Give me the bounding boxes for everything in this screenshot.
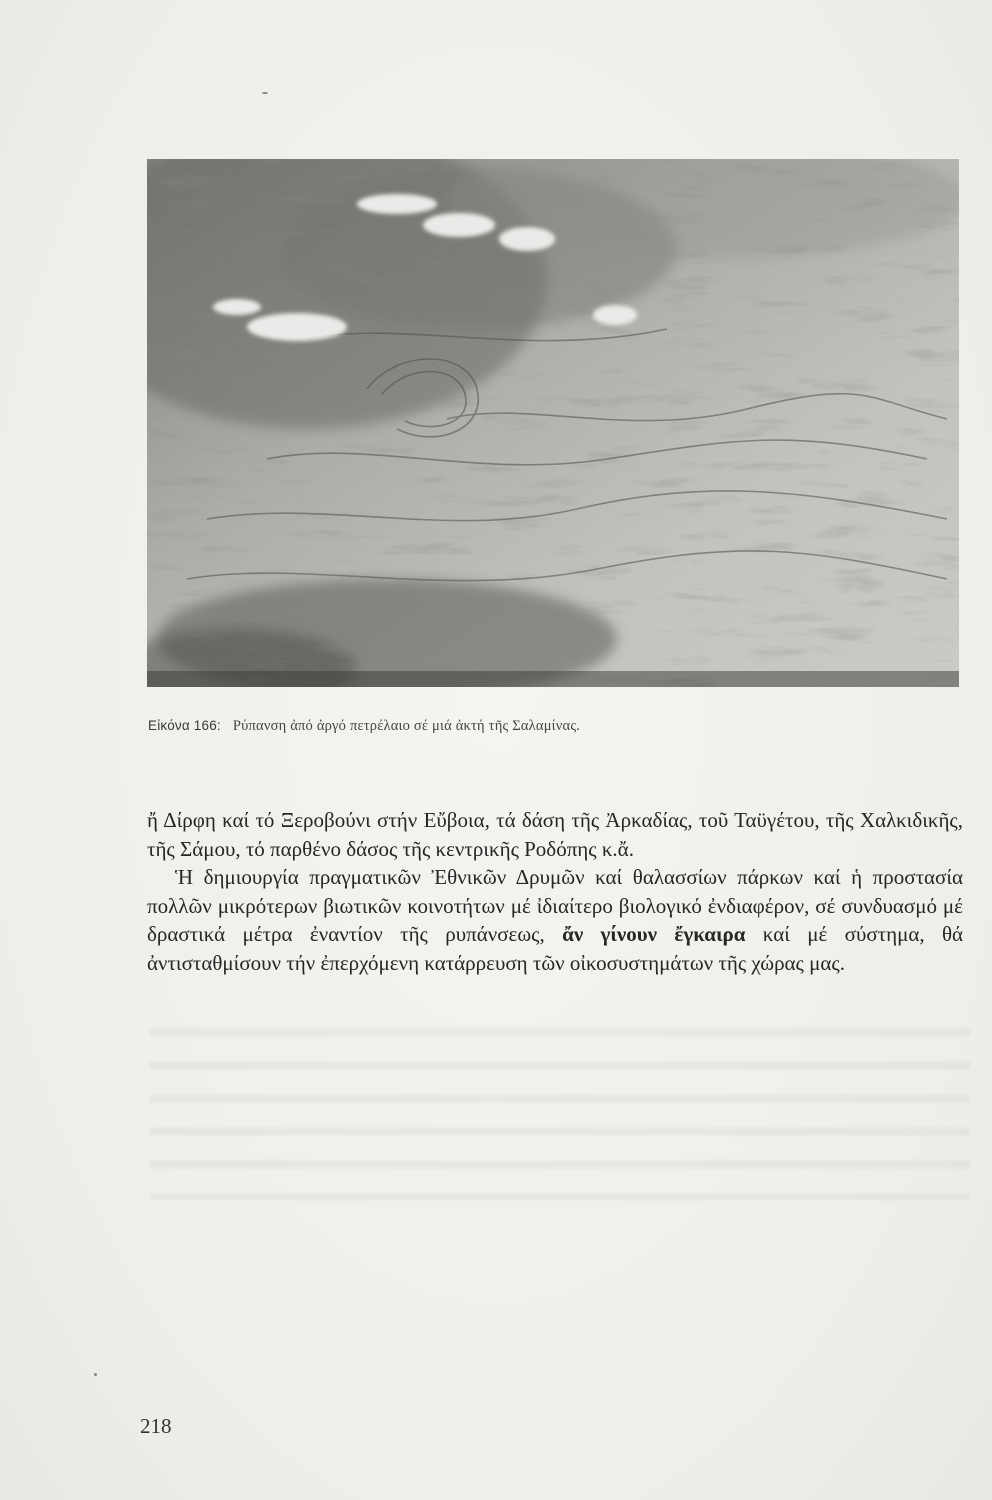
figure-caption bbox=[148, 718, 908, 735]
figure-label: Εἰκόνα 166: bbox=[148, 718, 221, 733]
figure-photo-oil-pollution bbox=[147, 159, 959, 687]
paragraph-2-text-end: καί μέ σύστημα, θά ἀντισταθμίσουν τήν ἐπερχόμενη κατάρρευση τῶν οἰκοσυστημάτων τῆς χώρας μας. bbox=[147, 922, 964, 975]
paragraph-2-bold-phrase: ἄν γίνουν ἔγκαιρα bbox=[562, 922, 746, 947]
print-speck bbox=[94, 1373, 97, 1376]
figure-caption-text: Ρύπανση ἀπό ἀργό πετρέλαιο σέ μιά ἀκτή τῆς Σαλαμίνας. bbox=[232, 718, 581, 734]
paragraph-1: ἤ Δίρφη καί τό Ξεροβούνι στήν Εὔβοια, τά δάση τῆς Ἀρκαδίας, τοῦ Ταϋγέτου, τῆς Χαλκιδικῆς, τῆς Σάμου, τό παρθένο δάσος τῆς κεντρικῆς Ροδόπης κ.ἄ. bbox=[147, 808, 963, 861]
page-number: 218 bbox=[140, 1414, 172, 1438]
reverse-page-bleed-through bbox=[150, 1010, 970, 1200]
body-text bbox=[147, 806, 963, 978]
paragraph-2 bbox=[147, 863, 963, 977]
print-speck bbox=[262, 92, 268, 94]
paragraph-2-text-start: Ἡ δημιουργία πραγματικῶν Ἐθνικῶν Δρυμῶν καί θαλασσίων πάρκων καί ἡ προστασία πολλῶν μικρότερων βιωτικῶν κοινοτήτων μέ ἰδιαίτερο βιολογικό ἐνδιαφέρον, σέ συνδυασμό μέ δραστικά μέτρα ἐναντίον τῆς ρυπάνσεως, bbox=[147, 865, 963, 947]
